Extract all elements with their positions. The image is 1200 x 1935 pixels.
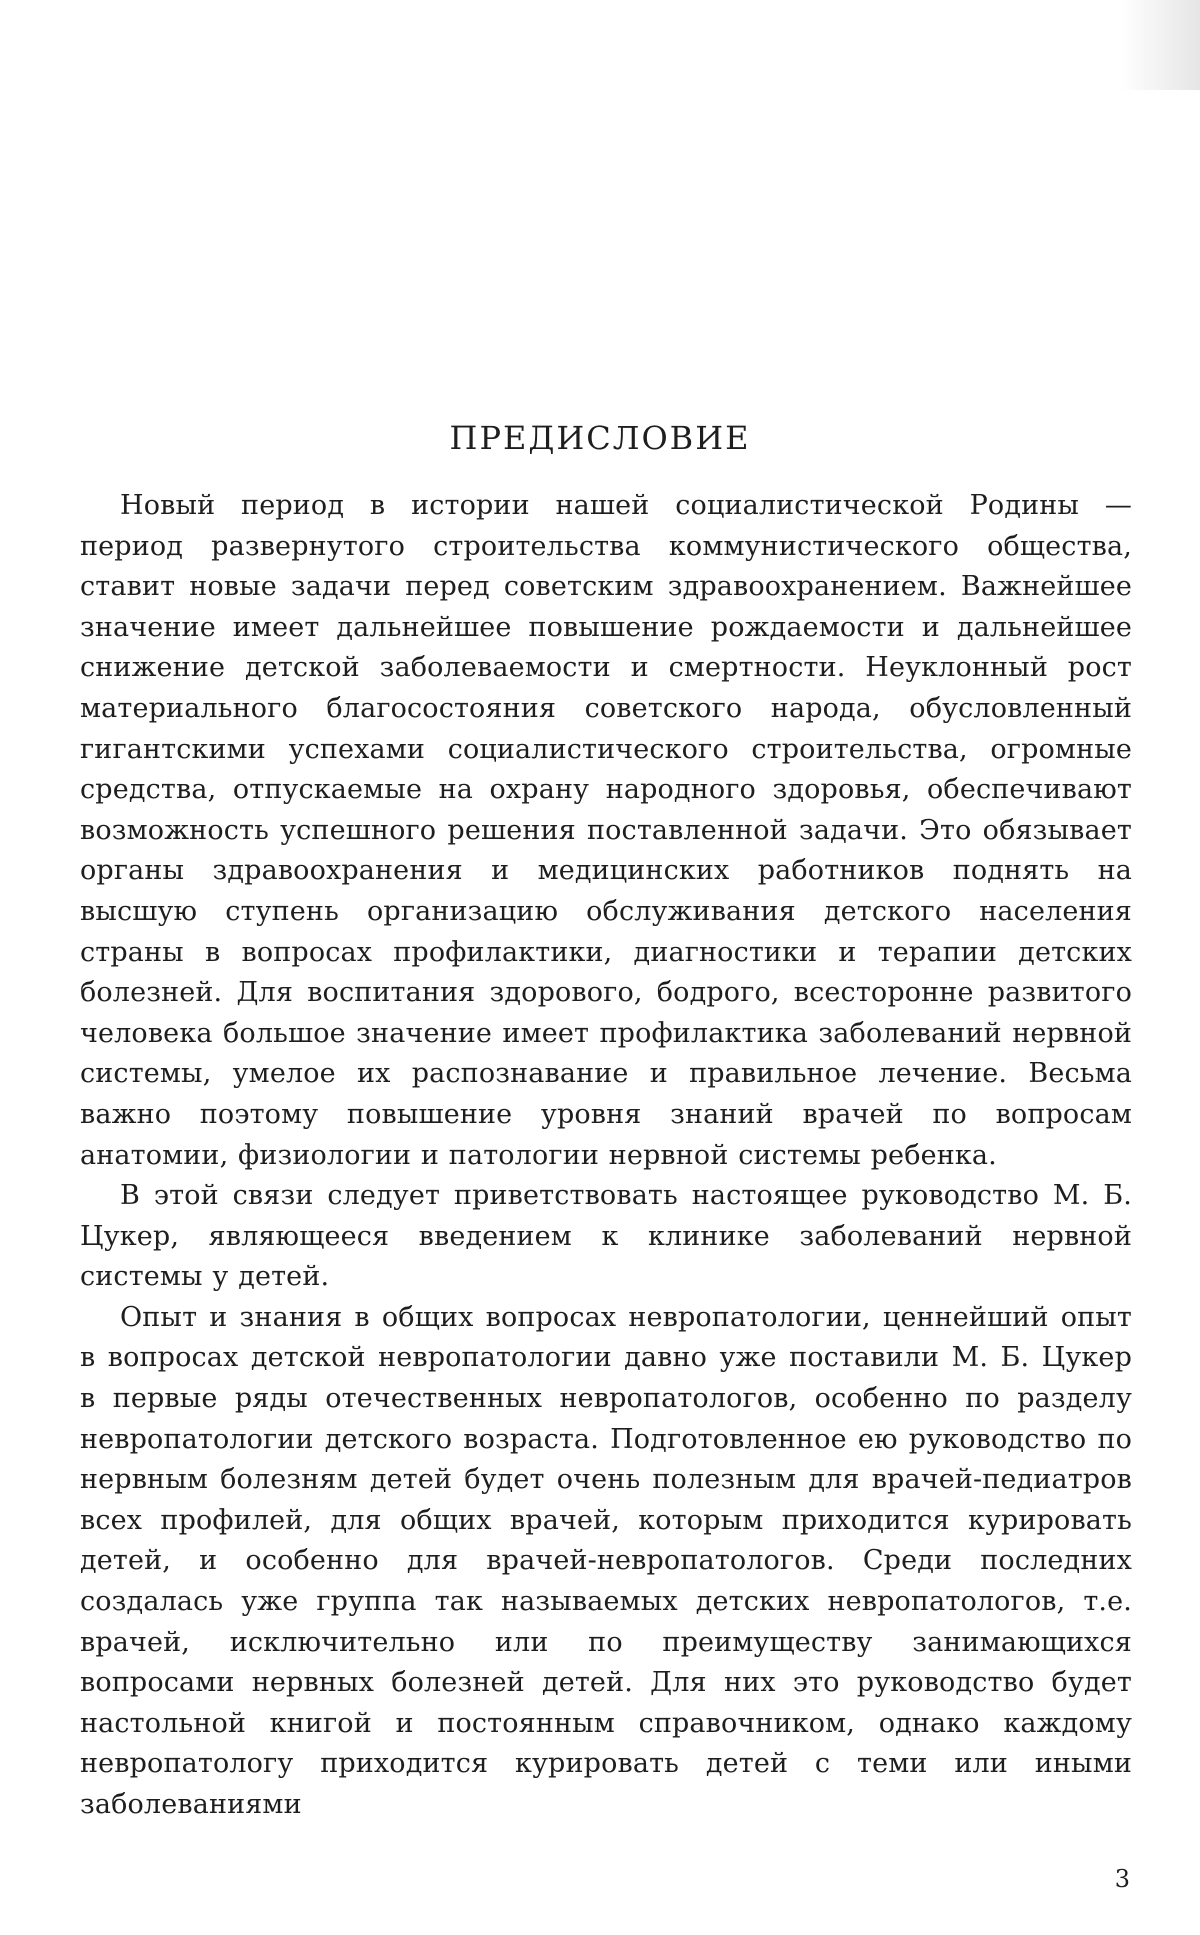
page-title: ПРЕДИСЛОВИЕ xyxy=(449,419,751,458)
body-text xyxy=(80,486,1132,1826)
paragraph-2: В этой связи следует приветствовать настоящее руководство М. Б. Цукер, являющееся введением к клинике заболеваний нервной системы у детей. xyxy=(80,1180,1132,1293)
paragraph-3: Опыт и знания в общих вопросах невропатологии, ценнейший опыт в вопросах детской невропатологии давно уже поставили М. Б. Цукер в первые ряды отечественных невропатологов, особенно по разделу невропатологии детского возраста. Подготовленное ею руководство по нервным болезням детей будет очень полезным для врачей-педиатров всех профилей, для общих врачей, которым приходится курировать детей, и особенно для врачей-невропатологов. Среди последних создалась уже группа так называемых детских невропатологов, т.е. врачей, исключительно или по преимуществу занимающихся вопросами нервных болезней детей. Для них это руководство будет настольной книгой и постоянным справочником, однако каждому невропатологу приходится курировать детей с теми или иными заболеваниями xyxy=(80,1301,1132,1820)
page-edge-shadow xyxy=(1120,0,1200,90)
page-number: 3 xyxy=(1114,1865,1130,1893)
paragraph-1: Новый период в истории нашей социалистической Родины — период развернутого строительства коммунистического общества, ставит новые задачи перед советским здравоохранением. Важнейшее значение имеет дальнейшее повышение рождаемости и дальнейшее снижение детской заболеваемости и смертности. Неуклонный рост материального благосостояния советского народа, обусловленный гигантскими успехами социалистического строительства, огромные средства, отпускаемые на охрану народного здоровья, обеспечивают возможность успешного решения поставленной задачи. Это обязывает органы здравоохранения и медицинских работников поднять на высшую ступень организацию обслуживания детского населения страны в вопросах профилактики, диагностики и терапии детских болезней. Для воспитания здорового, бодрого, всесторонне развитого человека большое значение имеет профилактика заболеваний нервной системы, умелое их распознавание и правильное лечение. Весьма важно поэтому повышение уровня знаний врачей по вопросам анатомии, физиологии и патологии нервной системы ребенка. xyxy=(80,490,1132,1171)
